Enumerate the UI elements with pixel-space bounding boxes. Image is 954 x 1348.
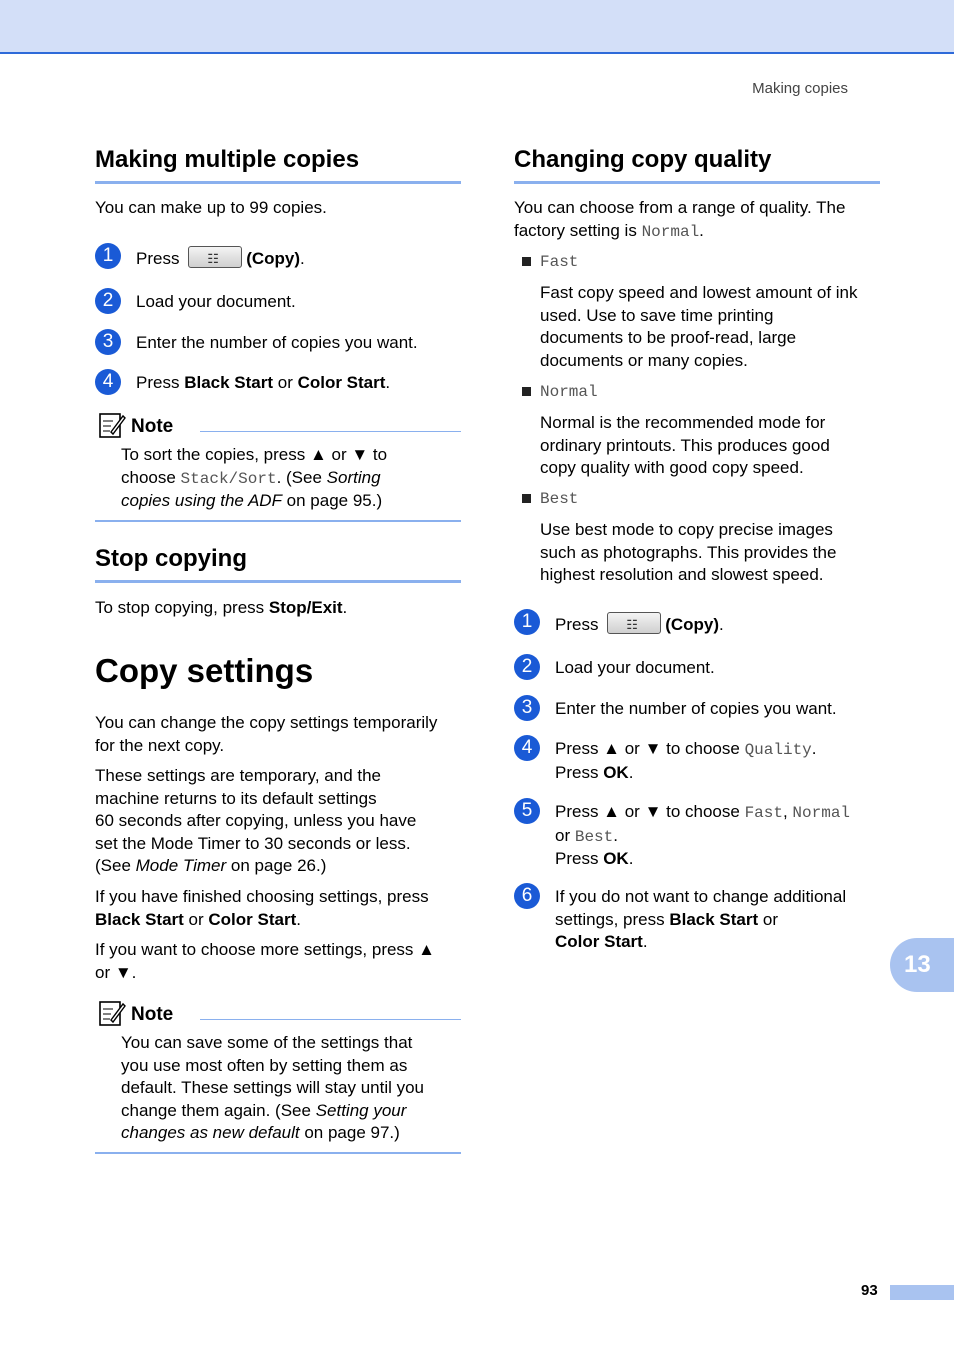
step-number: 2 <box>514 654 540 680</box>
running-head: Making copies <box>752 80 848 97</box>
copy-button-icon: ☷ <box>188 246 242 268</box>
note-header <box>95 411 461 441</box>
section-rule <box>514 181 880 184</box>
note-pencil-icon <box>98 411 126 439</box>
step-number: 2 <box>95 288 121 314</box>
step-1-text: Press ☷ (Copy). <box>136 246 305 271</box>
chapter-title-copy-settings: Copy settings <box>95 652 314 689</box>
step-number: 5 <box>514 798 540 824</box>
step-number: 3 <box>95 329 121 355</box>
settings-para-4: If you want to choose more settings, press ▲ or ▼. <box>95 940 435 982</box>
note-rule <box>200 431 461 432</box>
section-title-multiple-copies: Making multiple copies <box>95 146 360 173</box>
section-rule <box>95 580 461 583</box>
settings-para-1: You can change the copy settings temporarily for the next copy. <box>95 713 438 755</box>
bullet-square <box>522 387 531 396</box>
bullet-square <box>522 494 531 503</box>
step-3-text: Enter the number of copies you want. <box>555 699 837 718</box>
note-label: Note <box>131 1004 174 1025</box>
multiple-intro: You can make up to 99 copies. <box>95 198 327 217</box>
settings-para-3: If you have finished choosing settings, press Black Start or Color Start. <box>95 887 429 929</box>
section-title-stop-copying: Stop copying <box>95 545 247 572</box>
step-number: 4 <box>95 369 121 395</box>
option-description: Fast copy speed and lowest amount of ink used. Use to save time printing documents to be proof-read, large documents or many copies. <box>540 283 858 370</box>
section-rule <box>95 181 461 184</box>
step-number: 6 <box>514 883 540 909</box>
step-3-text: Enter the number of copies you want. <box>136 333 418 352</box>
step-6-text: If you do not want to change additional settings, press Black Start or Color Start. <box>555 887 847 951</box>
note-label: Note <box>131 416 174 437</box>
copy-button-icon: ☷ <box>607 612 661 634</box>
note-body: To sort the copies, press ▲ or ▼ to choose Stack/Sort. (See Sorting copies using the ADF on page 95.) <box>121 445 388 510</box>
note-end-rule <box>95 520 461 522</box>
option-name: Best <box>540 490 579 508</box>
step-4-text: Press ▲ or ▼ to choose Quality. Press OK. <box>555 739 817 782</box>
option-name: Normal <box>540 383 598 401</box>
step-number: 3 <box>514 695 540 721</box>
step-2-text: Load your document. <box>555 658 715 677</box>
page-number: 93 <box>861 1282 878 1299</box>
quality-intro: You can choose from a range of quality. The factory setting is Normal. <box>514 198 846 241</box>
step-number: 4 <box>514 735 540 761</box>
option-description: Use best mode to copy precise images such as photographs. This provides the highest resolution and slowest speed. <box>540 520 837 584</box>
chapter-tab: 13 <box>890 938 954 992</box>
step-number: 1 <box>514 609 540 635</box>
step-number: 1 <box>95 243 121 269</box>
section-title-copy-quality: Changing copy quality <box>514 146 772 173</box>
top-band <box>0 0 954 54</box>
step-2-text: Load your document. <box>136 292 296 311</box>
page-number-bar <box>890 1285 954 1300</box>
step-5-text: Press ▲ or ▼ to choose Fast, Normal or Best. Press OK. <box>555 802 851 868</box>
step-4-text: Press Black Start or Color Start. <box>136 373 391 392</box>
settings-para-2: These settings are temporary, and the machine returns to its default settings 60 seconds after copying, unless you have set the Mode Timer to 30 seconds or less. (See Mode Timer on page 26.) <box>95 766 417 875</box>
option-description: Normal is the recommended mode for ordinary printouts. This produces good copy quality with good copy speed. <box>540 413 830 477</box>
note-pencil-icon <box>98 999 126 1027</box>
step-1-text: Press ☷ (Copy). <box>555 612 724 637</box>
stop-text: To stop copying, press Stop/Exit. <box>95 598 348 617</box>
note-rule <box>200 1019 461 1020</box>
option-name: Fast <box>540 253 579 271</box>
note-body: You can save some of the settings that you use most often by setting them as default. These settings will stay until you change them again. (See Setting your changes as new default on page 97.) <box>121 1033 425 1142</box>
bullet-square <box>522 257 531 266</box>
note-header <box>95 999 461 1029</box>
note-end-rule <box>95 1152 461 1154</box>
